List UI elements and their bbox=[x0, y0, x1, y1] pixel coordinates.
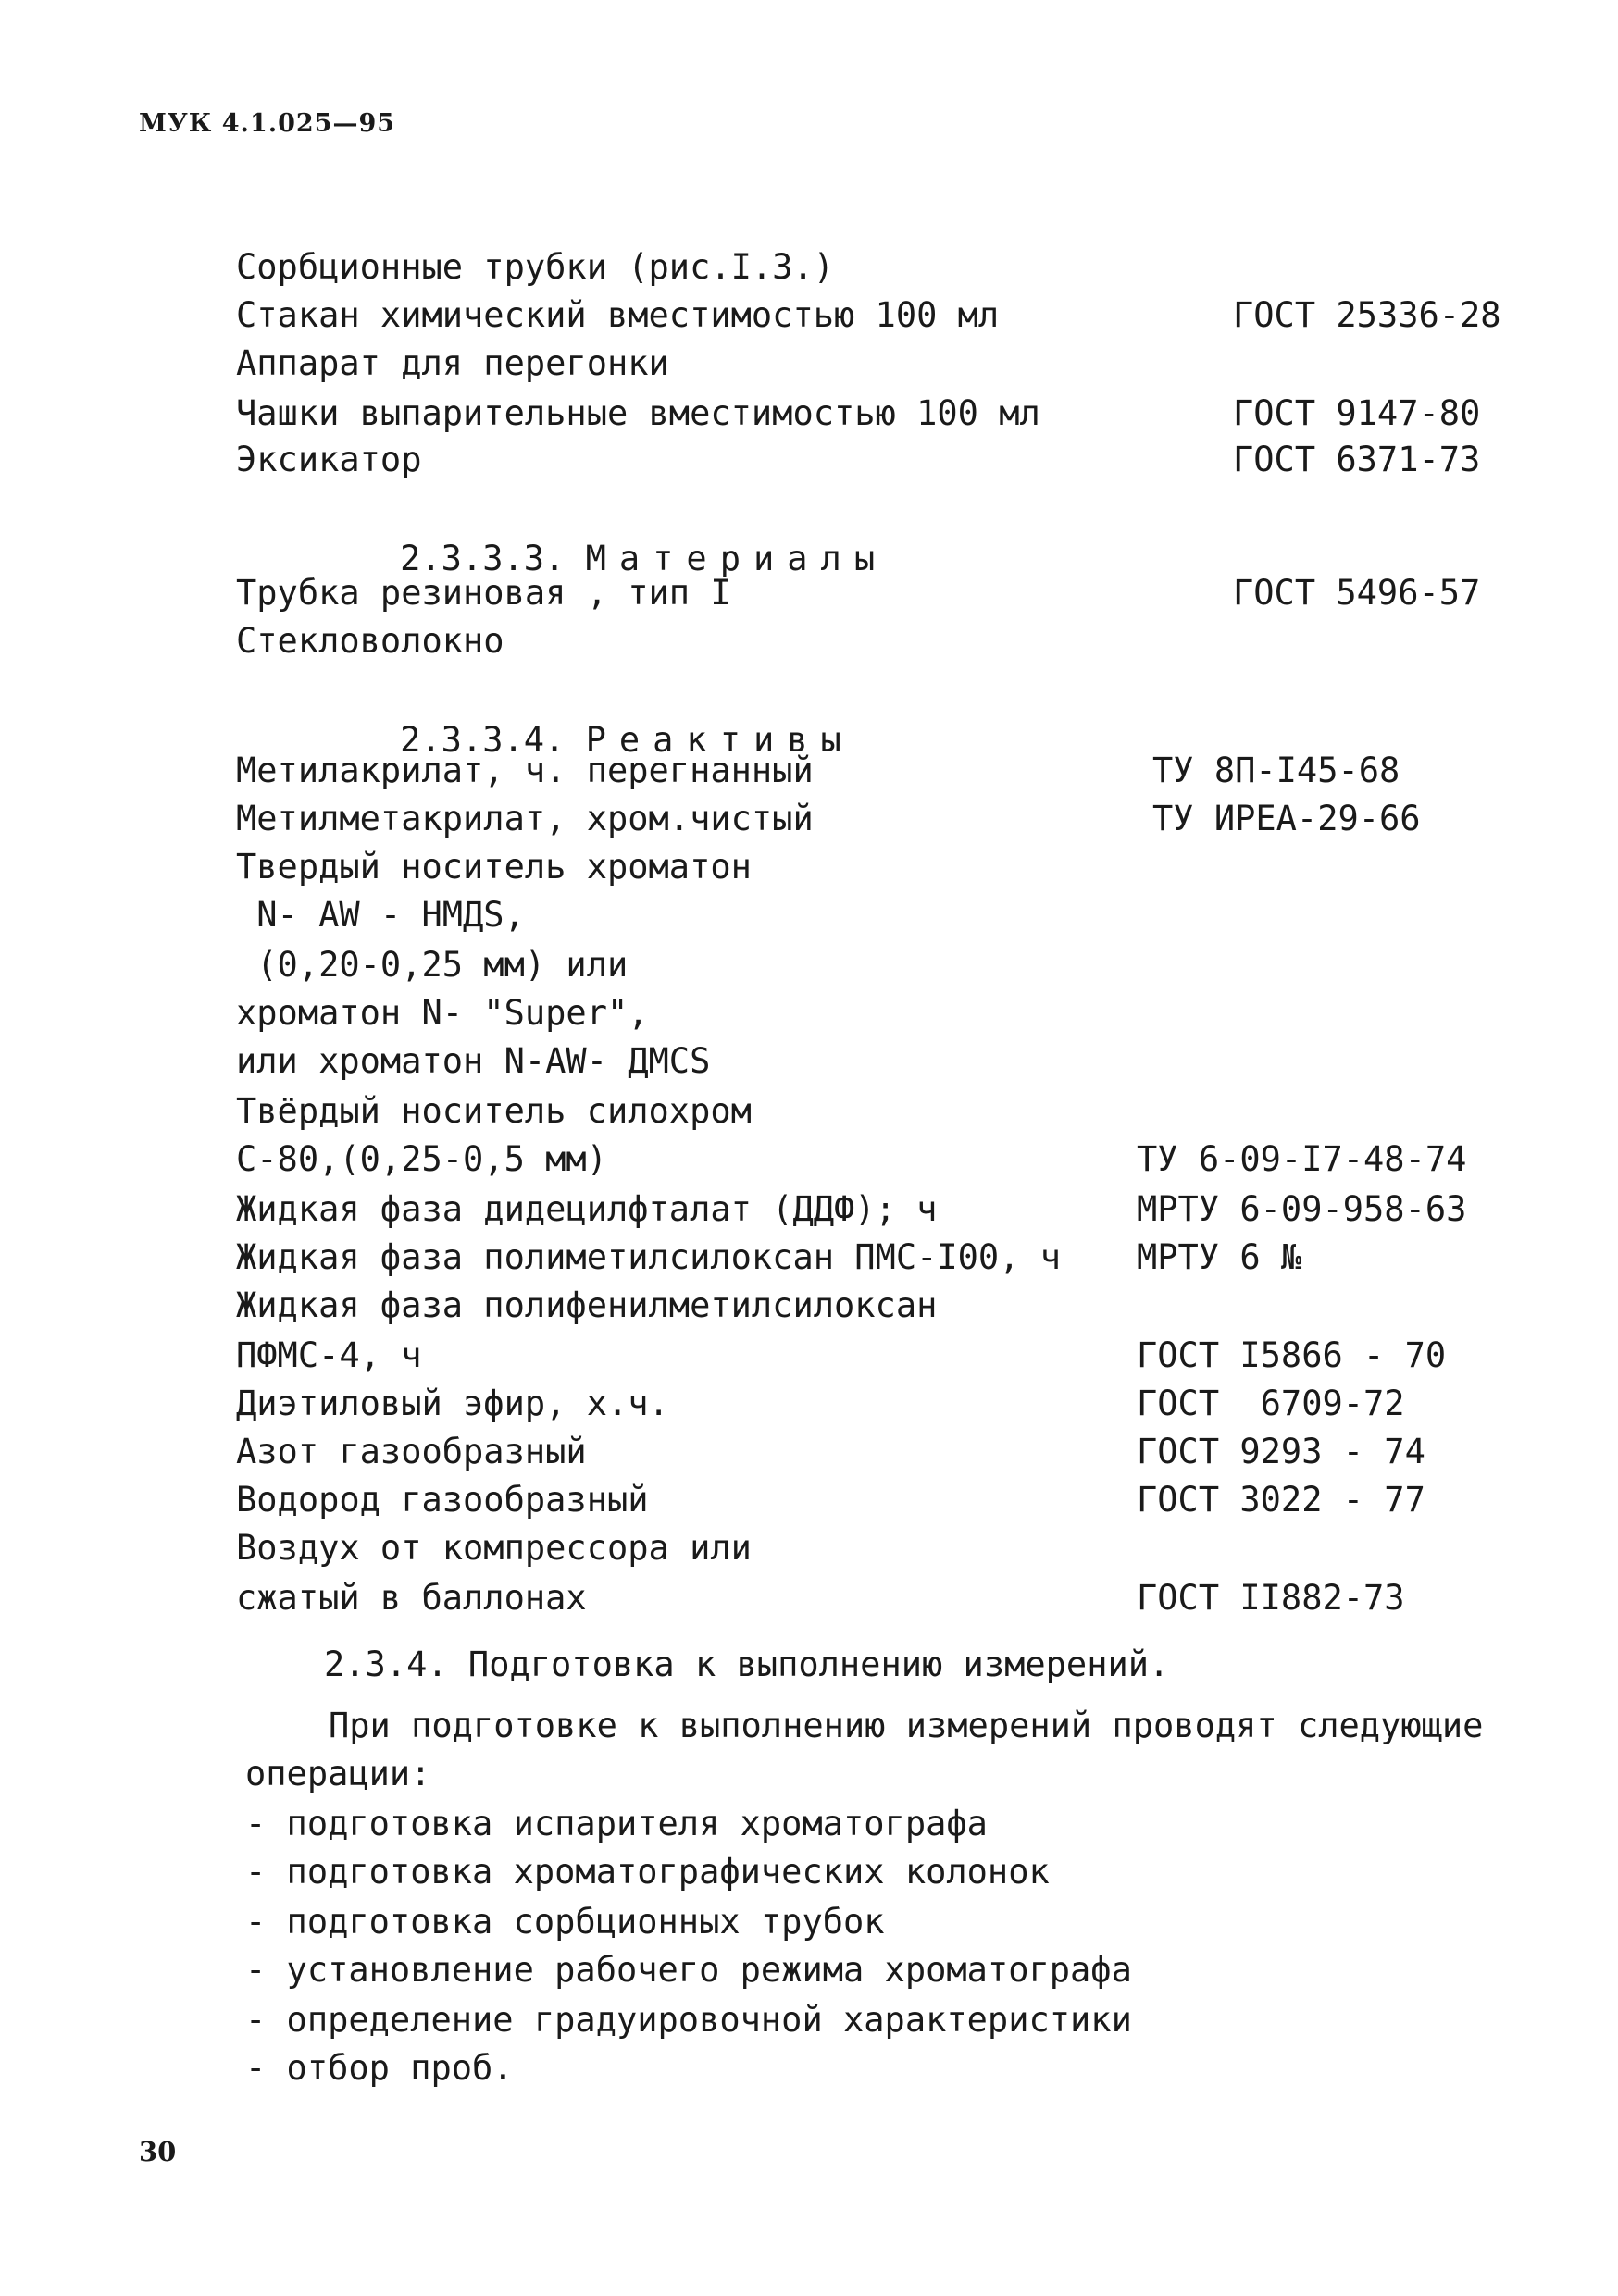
reagent-item: Диэтиловый эфир, х.ч. bbox=[236, 1384, 669, 1423]
reagent-item: N- AW - НМДS, bbox=[236, 895, 525, 935]
preparation-step: - определение градуировочной характеристики bbox=[245, 2000, 1132, 2040]
reagent-standard: ТУ ИРЕА-29-66 bbox=[1152, 799, 1421, 838]
equipment-standard: ГОСТ 25336-28 bbox=[1233, 295, 1501, 335]
reagents-heading-number: 2.3.3.4. bbox=[400, 720, 566, 760]
reagent-standard: ТУ 8П-I45-68 bbox=[1152, 751, 1400, 790]
reagent-item: или хроматон N-AW- ДМСS bbox=[236, 1041, 711, 1081]
reagent-standard: ГОСТ 6709-72 bbox=[1137, 1384, 1405, 1423]
reagent-item: Метилметакрилат, хром.чистый bbox=[236, 799, 814, 838]
equipment-standard: ГОСТ 9147-80 bbox=[1233, 393, 1481, 433]
material-item: Стекловолокно bbox=[236, 621, 504, 661]
preparation-step: - подготовка сорбционных трубок bbox=[245, 1902, 885, 1942]
equipment-item: Сорбционные трубки (рис.I.3.) bbox=[236, 247, 835, 287]
preparation-step: - подготовка испарителя хроматографа bbox=[245, 1804, 988, 1843]
reagent-item: Жидкая фаза дидецилфталат (ДДФ); ч bbox=[236, 1189, 938, 1229]
preparation-step: - отбор проб. bbox=[245, 2048, 514, 2088]
reagent-standard: ГОСТ II882-73 bbox=[1137, 1578, 1405, 1618]
document-code: МУК 4.1.025—95 bbox=[139, 109, 396, 138]
reagents-heading-title: Реактивы bbox=[585, 720, 854, 760]
reagent-standard: ТУ 6-09-I7-48-74 bbox=[1137, 1139, 1467, 1179]
reagent-standard: ГОСТ 9293 - 74 bbox=[1137, 1432, 1425, 1471]
reagent-item: Твердый носитель хроматон bbox=[236, 847, 752, 887]
preparation-intro-line: При подготовке к выполнению измерений проводят следующие bbox=[329, 1706, 1484, 1745]
reagent-item: Азот газообразный bbox=[236, 1432, 587, 1471]
preparation-step: - установление рабочего режима хроматографа bbox=[245, 1950, 1132, 1990]
preparation-heading: 2.3.4. Подготовка к выполнению измерений. bbox=[324, 1644, 1170, 1684]
materials-heading-title: Материалы bbox=[585, 539, 889, 578]
reagent-item: Жидкая фаза полифенилметилсилоксан bbox=[236, 1285, 938, 1325]
materials-heading-number: 2.3.3.3. bbox=[400, 539, 566, 578]
equipment-item: Чашки выпарительные вместимостью 100 мл bbox=[236, 393, 1040, 433]
reagent-item: С-80,(0,25-0,5 мм) bbox=[236, 1139, 607, 1179]
reagent-item: хроматон N- "Super", bbox=[236, 993, 649, 1033]
reagent-item: сжатый в баллонах bbox=[236, 1578, 587, 1618]
page-number: 30 bbox=[139, 2136, 177, 2167]
reagent-item: Водород газообразный bbox=[236, 1480, 649, 1520]
material-item: Трубка резиновая , тип I bbox=[236, 573, 731, 613]
reagent-item: Воздух от компрессора или bbox=[236, 1528, 752, 1568]
preparation-step: - подготовка хроматографических колонок bbox=[245, 1852, 1050, 1892]
equipment-item: Эксикатор bbox=[236, 440, 422, 479]
equipment-item: Стакан химический вместимостью 100 мл bbox=[236, 295, 1000, 335]
reagent-item: Твёрдый носитель силохром bbox=[236, 1091, 752, 1131]
reagent-standard: МРТУ 6-09-958-63 bbox=[1137, 1189, 1467, 1229]
reagent-item: Жидкая фаза полиметилсилоксан ПМС-I00, ч bbox=[236, 1237, 1062, 1277]
material-standard: ГОСТ 5496-57 bbox=[1233, 573, 1481, 613]
reagent-standard: ГОСТ I5866 - 70 bbox=[1137, 1335, 1447, 1375]
equipment-standard: ГОСТ 6371-73 bbox=[1233, 440, 1481, 479]
reagent-standard: МРТУ 6 № bbox=[1137, 1237, 1302, 1277]
reagent-item: ПФМС-4, ч bbox=[236, 1335, 422, 1375]
reagent-item: Метилакрилат, ч. перегнанный bbox=[236, 751, 814, 790]
equipment-item: Аппарат для перегонки bbox=[236, 343, 669, 383]
preparation-intro-line: операции: bbox=[245, 1754, 431, 1793]
reagent-standard: ГОСТ 3022 - 77 bbox=[1137, 1480, 1425, 1520]
reagent-item: (0,20-0,25 мм) или bbox=[236, 945, 629, 985]
